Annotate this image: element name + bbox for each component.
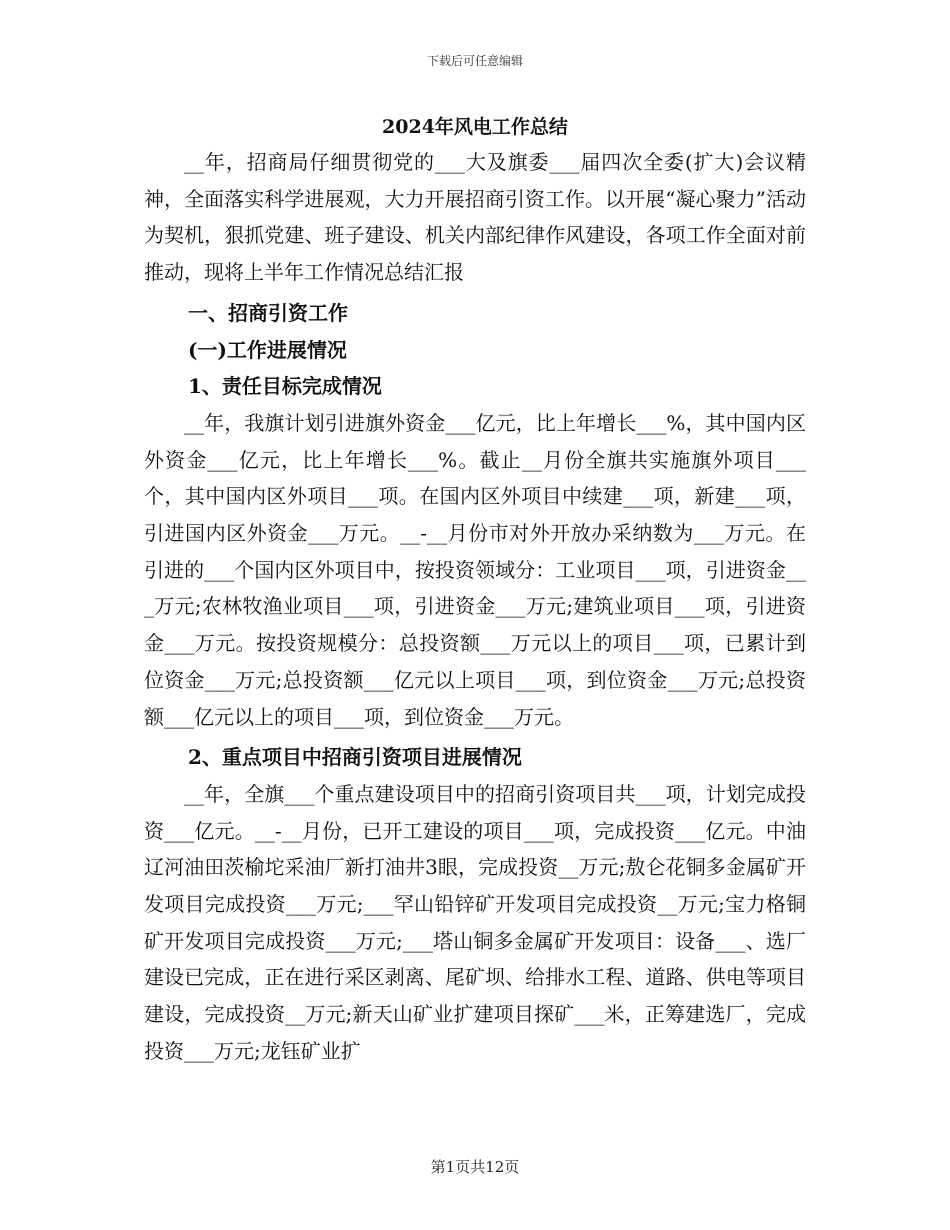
item-heading: 2、重点项目中招商引资项目进展情况	[188, 745, 522, 770]
item-paragraph: __年，我旗计划引进旗外资金___亿元，比上年增长___%，其中国内区外资金___亿元，比上年增长___%。截止__月份全旗共实施旗外项目___个，其中国内区外项目___项。在国内区外项目中续建___项，新建___项，引进国内区外资金___万元。__-__月份市对外开放办采纳数为___万元。在引进的___个国内区外项目中，按投资领域分：工业项目___项，引进资金___万元;农林牧渔业项目___项，引进资金___万元;建筑业项目___项，引进资金___万元。按投资规模分：总投资额___万元以上的项目___项，已累计到位资金___万元;总投资额___亿元以上项目___项，到位资金___万元;总投资额___亿元以上的项目___项，到位资金___万元。	[144, 410, 806, 729]
intro-paragraph: __年，招商局仔细贯彻党的___大及旗委___届四次全委(扩大)会议精神，全面落实科学进展观，大力开展招商引资工作。以开展“凝心聚力”活动为契机，狠抓党建、班子建设、机关内部纪律作风建设，各项工作全面对前推动，现将上半年工作情况总结汇报	[144, 150, 806, 285]
document-body	[144, 114, 806, 1070]
page-number: 第1页共12页	[430, 1158, 520, 1176]
subsection-heading: (一)工作进展情况	[188, 337, 347, 362]
header-note: 下载后可任意编辑	[426, 54, 523, 68]
document-title: 2024年风电工作总结	[382, 116, 568, 138]
item-heading: 1、责任目标完成情况	[188, 374, 382, 399]
section-heading: 一、招商引资工作	[188, 300, 348, 325]
item-paragraph: __年，全旗___个重点建设项目中的招商引资项目共___项，计划完成投资___亿元。__-__月份，已开工建设的项目___项，完成投资___亿元。中油辽河油田茨榆坨采油厂新打油井3眼，完成投资__万元;敖仑花铜多金属矿开发项目完成投资___万元;___罕山铅锌矿开发项目完成投资__万元;宝力格铜矿开发项目完成投资___万元;___塔山铜多金属矿开发项目：设备___、选厂建设已完成，正在进行采区剥离、尾矿坝、给排水工程、道路、供电等项目建设，完成投资__万元;新天山矿业扩建项目探矿___米，正筹建选厂，完成投资___万元;龙钰矿业扩	[144, 781, 806, 1063]
